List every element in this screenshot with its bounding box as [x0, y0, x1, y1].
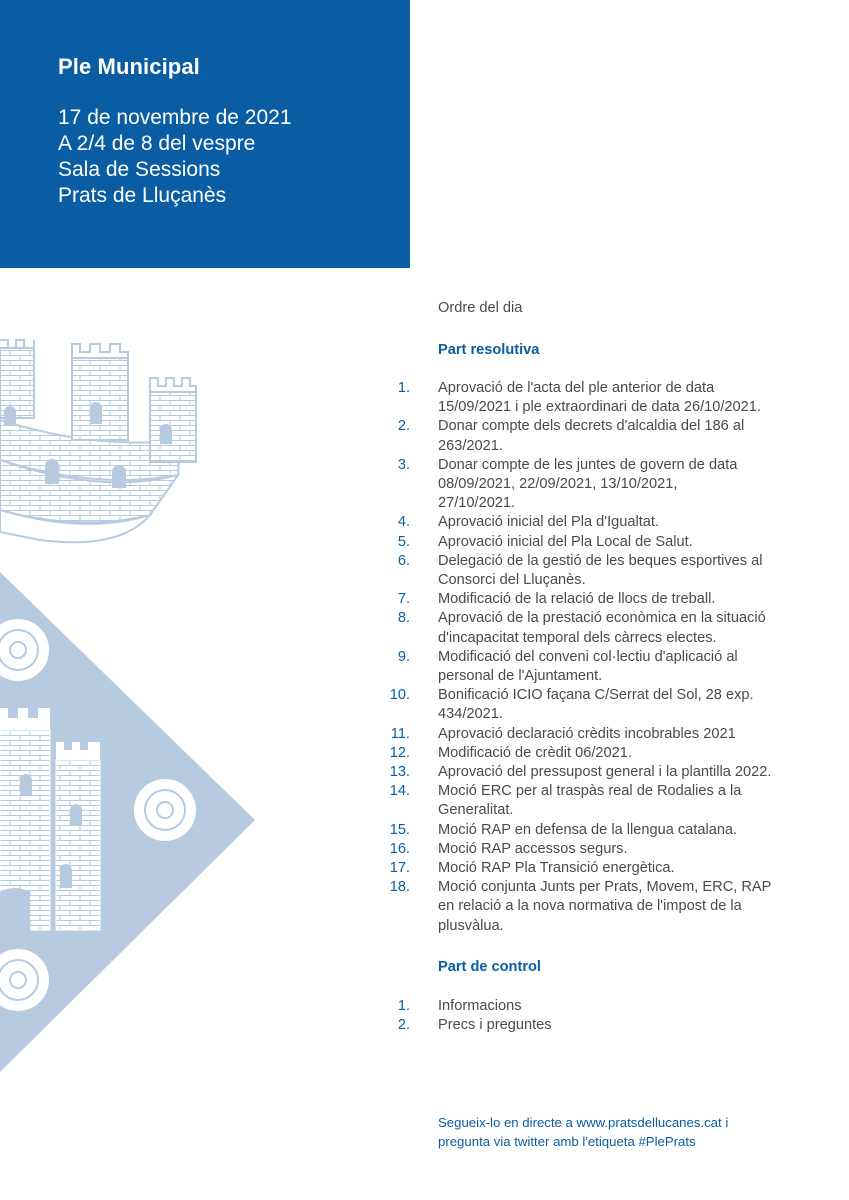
agenda-item-text: Moció RAP en defensa de la llengua catalana. — [438, 821, 738, 838]
agenda-item-text: Modificació del conveni col·lectiu d'aplicació al — [438, 648, 738, 665]
agenda-item-number: 2. — [397, 418, 410, 435]
agenda-item — [380, 456, 820, 514]
agenda-item — [380, 417, 820, 455]
agenda-item-text: 08/09/2021, 22/09/2021, 13/10/2021, — [438, 476, 678, 493]
agenda-item-text: Bonificació ICIO façana C/Serrat del Sol, 28 exp. — [438, 687, 754, 704]
page-title: Ple Municipal — [58, 54, 200, 79]
agenda-item — [380, 840, 820, 859]
agenda-item-text: 434/2021. — [438, 706, 503, 723]
agenda-item-text: Donar compte de les juntes de govern de data — [438, 456, 738, 473]
agenda-item-number: 1. — [397, 380, 410, 396]
agenda-item — [380, 590, 820, 609]
agenda-item-text: Informacions — [438, 998, 522, 1014]
agenda-item-text: Aprovació inicial del Pla Local de Salut. — [438, 533, 693, 550]
agenda-list-control — [380, 997, 820, 1035]
agenda-item — [380, 821, 820, 840]
agenda-item-text: Donar compte dels decrets d'alcaldia del 186 al — [438, 418, 745, 435]
agenda-item — [380, 997, 820, 1016]
agenda-item — [380, 1016, 820, 1035]
agenda-item — [380, 686, 820, 724]
agenda-item-text: Aprovació de l'acta del ple anterior de data — [438, 380, 715, 396]
agenda-item-text: Moció RAP Pla Transició energètica. — [438, 860, 675, 877]
section-title-control: Part de control — [438, 959, 541, 975]
session-date: 17 de novembre de 2021 — [58, 106, 292, 129]
session-town: Prats de Lluçanès — [58, 184, 227, 207]
agenda-item-number: 11. — [390, 725, 410, 742]
agenda-item-number: 1. — [397, 998, 410, 1014]
agenda-item-text: Aprovació inicial del Pla d'Igualtat. — [438, 514, 660, 531]
crown-icon — [0, 340, 196, 542]
agenda-item-text: Moció RAP accessos segurs. — [438, 840, 628, 857]
footer-line-1: Segueix-lo en directe a www.pratsdellucanes.cat i — [438, 1115, 729, 1130]
agenda-item-number: 2. — [397, 1017, 410, 1034]
agenda-item — [380, 648, 820, 686]
agenda-item-number: 14. — [389, 783, 410, 800]
agenda-item — [380, 552, 820, 590]
agenda-item-number: 7. — [397, 591, 410, 608]
header-banner — [0, 0, 410, 268]
agenda-item-text: Aprovació declaració crèdits incobrables 2021 — [438, 725, 736, 742]
agenda-item — [380, 725, 820, 744]
agenda-item-number: 8. — [397, 610, 410, 627]
agenda-item-text: Precs i preguntes — [438, 1017, 552, 1034]
agenda-item-text: Generalitat. — [438, 802, 514, 819]
agenda-item-number: 15. — [389, 821, 410, 838]
agenda-item-number: 5. — [397, 533, 410, 550]
agenda-item — [380, 782, 820, 820]
agenda-item — [380, 859, 820, 878]
agenda-item-text: Consorci del Lluçanès. — [438, 572, 586, 589]
agenda-item-text: Aprovació de la prestació econòmica en la situació — [438, 610, 766, 627]
footer-note — [438, 1113, 798, 1151]
agenda-heading: Ordre del dia — [438, 300, 523, 316]
agenda-item — [380, 609, 820, 647]
agenda-item-text: 263/2021. — [438, 437, 503, 454]
agenda-item-text: 27/10/2021. — [438, 495, 516, 512]
agenda-item-text: Modificació de la relació de llocs de treball. — [438, 591, 716, 608]
agenda-item-text: en relació a la nova normativa de l'impost de la — [438, 898, 742, 915]
agenda-item-text: d'incapacitat temporal dels càrrecs electes. — [438, 629, 717, 646]
agenda-item-text: personal de l'Ajuntament. — [438, 668, 603, 685]
agenda-item — [380, 379, 820, 417]
footer-line-2: pregunta via twitter amb l'etiqueta #PlePrats — [438, 1134, 696, 1149]
agenda-item-number: 17. — [389, 860, 410, 877]
agenda-item — [380, 513, 820, 532]
agenda-item — [380, 878, 820, 936]
agenda-item-text: Aprovació del pressupost general i la plantilla 2022. — [438, 764, 772, 781]
agenda-item-number: 13. — [389, 764, 410, 781]
agenda-item-number: 4. — [397, 514, 410, 531]
agenda-item — [380, 533, 820, 552]
agenda-item-number: 9. — [397, 648, 410, 665]
agenda-item-text: 15/09/2021 i ple extraordinari de data 26/10/2021. — [438, 399, 761, 416]
session-venue: Sala de Sessions — [58, 158, 221, 181]
agenda-item-number: 12. — [389, 744, 410, 761]
section-title-resolutiva: Part resolutiva — [438, 342, 540, 358]
agenda-item-number: 6. — [397, 552, 410, 569]
agenda-item — [380, 763, 820, 782]
agenda-item-text: Delegació de la gestió de les beques esportives al — [438, 552, 763, 569]
session-details — [58, 105, 292, 209]
agenda-item-text: Moció ERC per al traspàs real de Rodalies a la — [438, 783, 742, 800]
agenda-item-text: Modificació de crèdit 06/2021. — [438, 744, 632, 761]
agenda-item-text: Moció conjunta Junts per Prats, Movem, ERC, RAP — [438, 879, 772, 896]
agenda-list-resolutiva — [380, 379, 820, 936]
agenda-item-number: 3. — [397, 456, 410, 473]
session-time: A 2/4 de 8 del vespre — [58, 132, 256, 155]
coat-of-arms-icon — [0, 300, 300, 1090]
agenda-item-number: 10. — [389, 687, 410, 704]
agenda-item — [380, 744, 820, 763]
agenda-item-number: 16. — [389, 840, 410, 857]
agenda-item-number: 18. — [389, 879, 410, 896]
agenda-item-text: plusvàlua. — [438, 917, 504, 934]
